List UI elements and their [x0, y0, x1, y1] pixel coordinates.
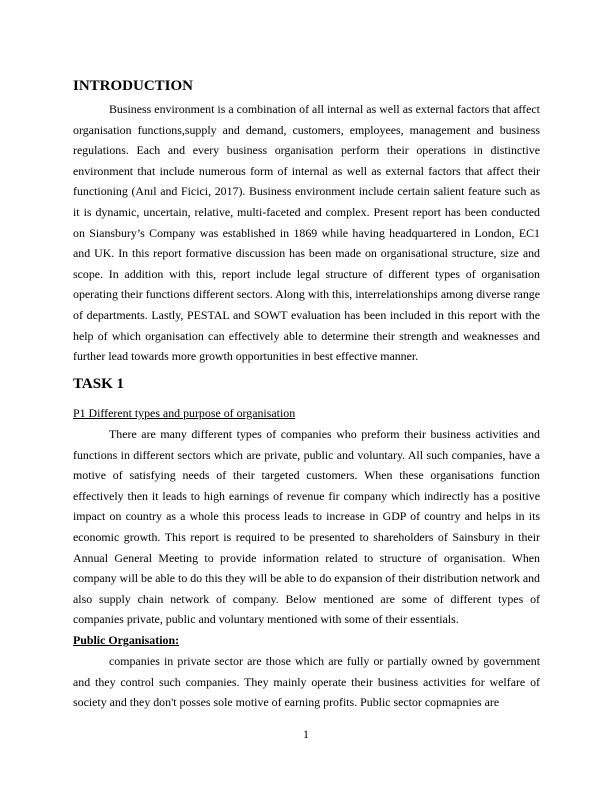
task1-heading: TASK 1 [73, 376, 124, 392]
introduction-heading: INTRODUCTION [73, 78, 194, 94]
task1-subheading: P1 Different types and purpose of organisation [73, 406, 296, 420]
page-number: 1 [303, 727, 309, 741]
task1-paragraph: There are many different types of companies who preform their business activities and functions in different sectors which are private, public and voluntary. All such companies, have a motive of satisfying needs of their targeted customers. When these organisations function effectively then it leads to high earnings of revenue fir company which indirectly has a positive impact on country as a whole this process leads to increase in GDP of country and helps in its economic growth. This report is required to be presented to shareholders of Sainsbury in their Annual General Meeting to provide information related to structure of organisation. When company will be able to do this they will be able to do expansion of their distribution network and also supply chain network of company. Below mentioned are some of different types of companies private, public and voluntary mentioned with some of their essentials. [73, 427, 540, 627]
public-organisation-paragraph: companies in private sector are those which are fully or partially owned by government and they control such companies. They mainly operate their business activities for welfare of society and they don't posses sole motive of earning profits. Public sector copmapnies are [73, 654, 540, 710]
introduction-paragraph: Business environment is a combination of all internal as well as external factors that affect organisation functions,supply and demand, customers, employees, management and business regulations. Each and every business organisation perform their operations in distinctive environment that include numerous form of internal as well as external factors that affect their functioning (Anıl and Ficici, 2017). Business environment include certain salient feature such as it is dynamic, uncertain, relative, multi-faceted and complex. Present report has been conducted on Siansbury’s Company was established in 1869 while having headquartered in London, EC1 and UK. In this report formative discussion has been made on organisational structure, size and scope. In addition with this, report include legal structure of different types of organisation operating their functions different sectors. Along with this, interrelationships among diverse range of departments. Lastly, PESTAL and SOWT evaluation has been included in this report with the help of which organisation can effectively able to determine their strength and weaknesses and further lead towards more growth opportunities in best effective manner. [73, 102, 540, 364]
public-organisation-heading: Public Organisation: [73, 633, 180, 647]
